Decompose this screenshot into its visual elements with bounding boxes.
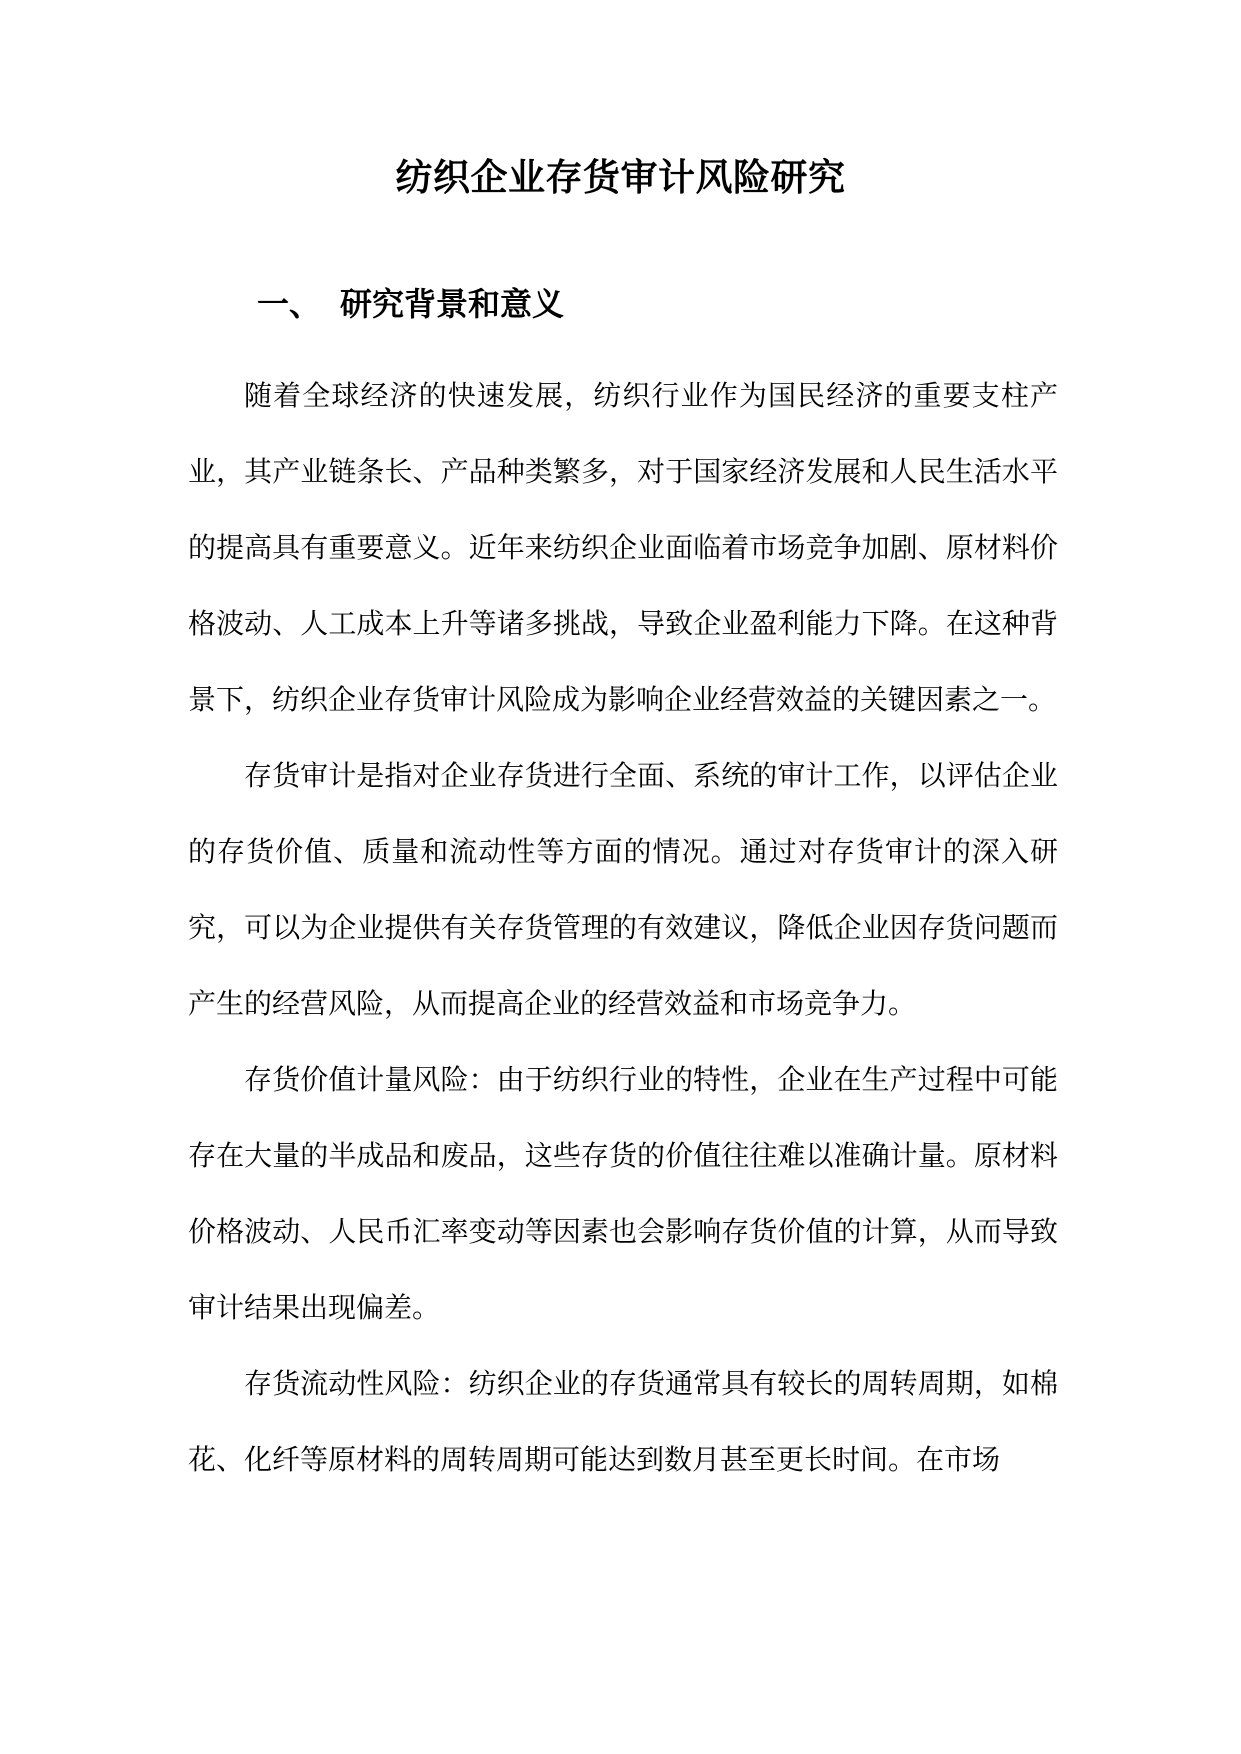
section-heading bbox=[257, 280, 564, 328]
paragraph-inventory-audit: 存货审计是指对企业存货进行全面、系统的审计工作，以评估企业的存货价值、质量和流动性等方面的情况。通过对存货审计的深入研究，可以为企业提供有关存货管理的有效建议，降低企业因存货问题而产生的经营风险，从而提高企业的经营效益和市场竞争力。 bbox=[188, 759, 1058, 1020]
section-number: 一、 bbox=[257, 285, 322, 323]
paragraph-valuation-risk: 存货价值计量风险：由于纺织行业的特性，企业在生产过程中可能存在大量的半成品和废品，这些存货的价值往往难以准确计量。原材料价格波动、人民币汇率变动等因素也会影响存货价值的计算，从而导致审计结果出现偏差。 bbox=[188, 1063, 1058, 1324]
body-text bbox=[188, 358, 1058, 1498]
section-title: 研究背景和意义 bbox=[340, 285, 565, 323]
document-title: 纺织企业存货审计风险研究 bbox=[395, 155, 846, 199]
paragraph-liquidity-risk: 存货流动性风险：纺织企业的存货通常具有较长的周转周期，如棉花、化纤等原材料的周转周期可能达到数月甚至更长时间。在市场 bbox=[188, 1367, 1058, 1476]
paragraph-background: 随着全球经济的快速发展，纺织行业作为国民经济的重要支柱产业，其产业链条长、产品种类繁多，对于国家经济发展和人民生活水平的提高具有重要意义。近年来纺织企业面临着市场竞争加剧、原材料价格波动、人工成本上升等诸多挑战，导致企业盈利能力下降。在这种背景下，纺织企业存货审计风险成为影响企业经营效益的关键因素之一。 bbox=[188, 379, 1058, 716]
